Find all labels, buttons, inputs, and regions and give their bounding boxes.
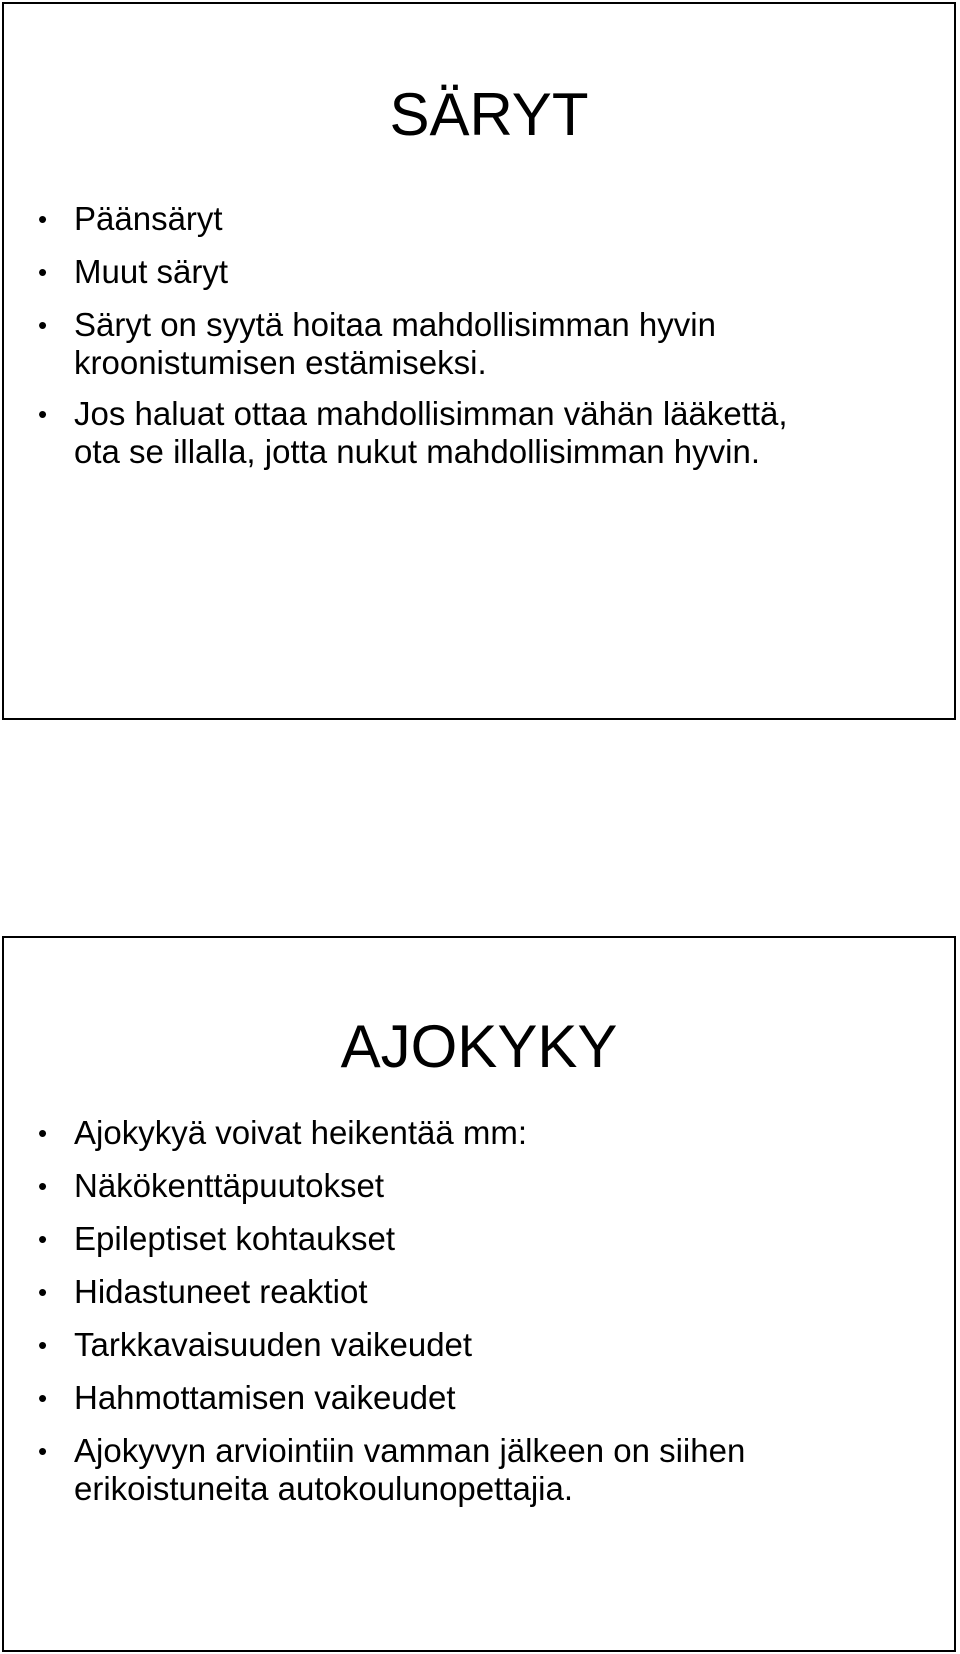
list-item (4, 306, 788, 382)
bullet-text: Hidastuneet reaktiot (74, 1273, 368, 1310)
bullet-icon: • (38, 310, 48, 340)
list-item (4, 1432, 745, 1508)
bullet-icon: • (38, 1224, 48, 1254)
bullet-text: Päänsäryt (74, 200, 223, 237)
list-item (4, 1220, 745, 1258)
bullet-text: Jos haluat ottaa mahdollisimman vähän lääkettä, ota se illalla, jotta nukut mahdollisimman hyvin. (74, 395, 788, 470)
list-item (4, 1167, 745, 1205)
bullet-text: Näkökenttäpuutokset (74, 1167, 385, 1204)
slide-title: SÄRYT (389, 81, 589, 148)
bullet-icon: • (38, 399, 48, 429)
bullet-list (4, 200, 788, 486)
slide-title: AJOKYKY (340, 1013, 618, 1080)
slide-ajokyky (2, 936, 956, 1652)
bullet-list (4, 1114, 745, 1523)
bullet-icon: • (38, 1383, 48, 1413)
slide-saryt (2, 2, 956, 720)
list-item (4, 1379, 745, 1417)
bullet-text: Tarkkavaisuuden vaikeudet (74, 1326, 473, 1363)
list-item (4, 200, 788, 238)
bullet-icon: • (38, 1277, 48, 1307)
bullet-text: Säryt on syytä hoitaa mahdollisimman hyvin kroonistumisen estämiseksi. (74, 306, 716, 381)
bullet-text: Ajokykyä voivat heikentää mm: (74, 1114, 528, 1151)
bullet-icon: • (38, 257, 48, 287)
list-item (4, 253, 788, 291)
bullet-text: Ajokyvyn arviointiin vamman jälkeen on siihen erikoistuneita autokoulunopettajia. (74, 1432, 746, 1507)
bullet-icon: • (38, 1171, 48, 1201)
list-item (4, 1114, 745, 1152)
bullet-icon: • (38, 1436, 48, 1466)
list-item (4, 395, 788, 471)
bullet-text: Epileptiset kohtaukset (74, 1220, 396, 1257)
bullet-text: Muut säryt (74, 253, 229, 290)
bullet-icon: • (38, 1118, 48, 1148)
bullet-icon: • (38, 1330, 48, 1360)
list-item (4, 1326, 745, 1364)
bullet-text: Hahmottamisen vaikeudet (74, 1379, 456, 1416)
bullet-icon: • (38, 204, 48, 234)
list-item (4, 1273, 745, 1311)
